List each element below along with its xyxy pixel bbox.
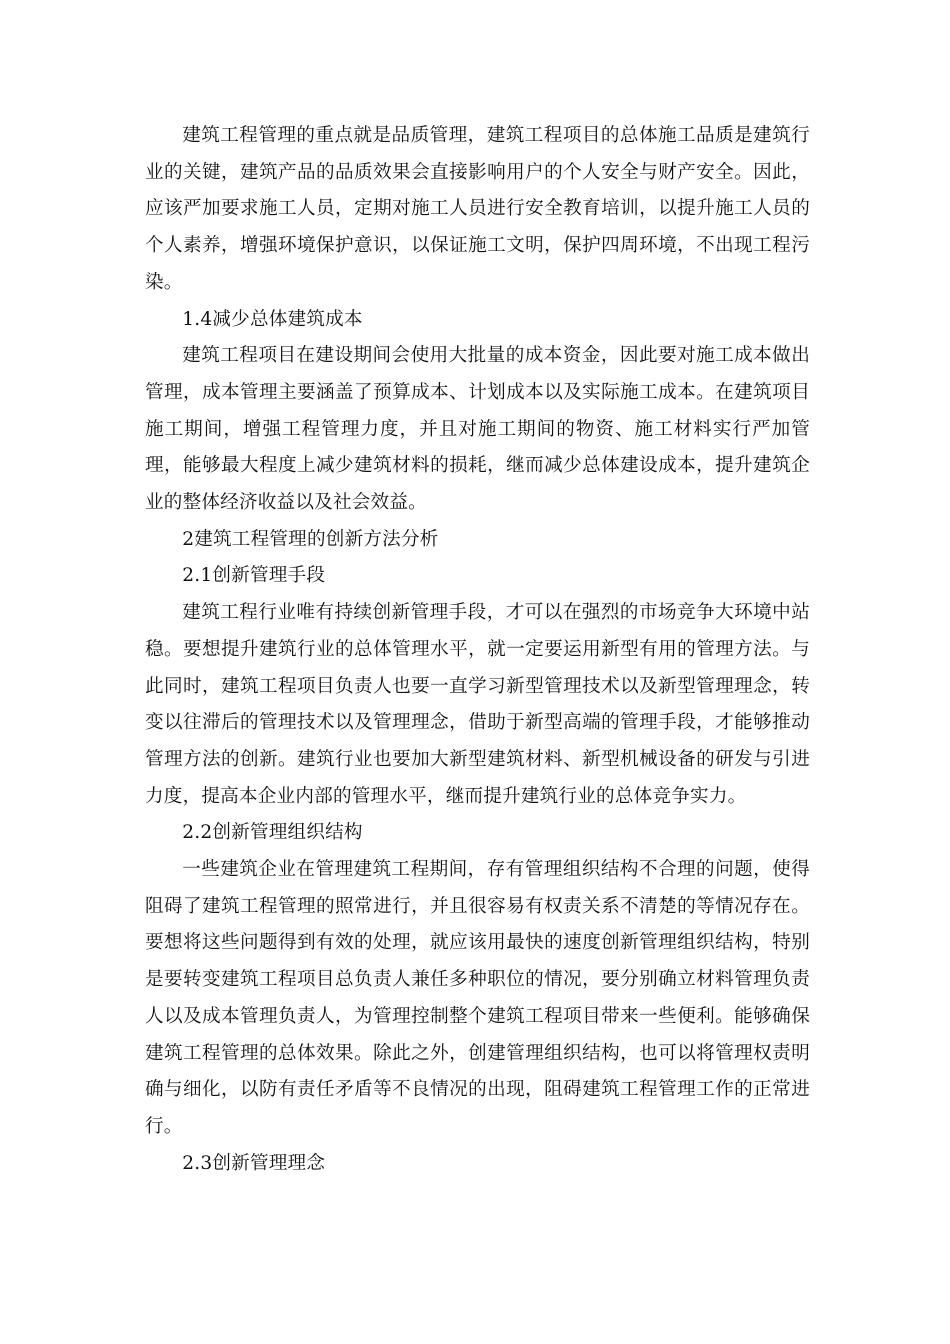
section-heading-2: 2建筑工程管理的创新方法分析 <box>182 528 439 550</box>
paragraph-innovate-structure: 一些建筑企业在管理建筑工程期间，存有管理组织结构不合理的问题，使得阻碍了建筑工程管理的照常进行，并且很容易有权责关系不清楚的等情况存在。要想将这些问题得到有效的处理，就应该用最快的速度创新管理组织结构，特别是要转变建筑工程项目总负责人兼任多种职位的情况，要分别确立材料管理负责人以及成本管理负责人，为管理控制整个建筑工程项目带来一些便利。能够确保建筑工程管理的总体效果。除此之外，创建管理组织结构，也可以将管理权责明确与细化，以防有责任矛盾等不良情况的出现，阻碍建筑工程管理工作的正常进行。 <box>145 859 810 1137</box>
section-heading-2-3: 2.3创新管理理念 <box>182 1152 326 1174</box>
section-heading-1-4: 1.4减少总体建筑成本 <box>182 308 363 330</box>
section-heading-2-2: 2.2创新管理组织结构 <box>182 822 363 844</box>
paragraph-innovate-methods: 建筑工程行业唯有持续创新管理手段，才可以在强烈的市场竞争大环境中站稳。要想提升建筑行业的总体管理水平，就一定要运用新型有用的管理方法。与此同时，建筑工程项目负责人也要一直学习新型管理技术以及新型管理理念，转变以往滞后的管理技术以及管理理念，借助于新型高端的管理手段，才能够推动管理方法的创新。建筑行业也要加大新型建筑材料、新型机械设备的研发与引进力度，提高本企业内部的管理水平，继而提升建筑行业的总体竞争实力。 <box>145 602 810 807</box>
paragraph-cost-reduction: 建筑工程项目在建设期间会使用大批量的成本资金，因此要对施工成本做出管理，成本管理主要涵盖了预算成本、计划成本以及实际施工成本。在建筑项目施工期间，增强工程管理力度，并且对施工期间的物资、施工材料实行严加管理，能够最大程度上减少建筑材料的损耗，继而减少总体建设成本，提升建筑企业的整体经济收益以及社会效益。 <box>145 345 810 514</box>
document-body <box>145 118 810 1182</box>
paragraph-quality-management: 建筑工程管理的重点就是品质管理，建筑工程项目的总体施工品质是建筑行业的关键，建筑产品的品质效果会直接影响用户的个人安全与财产安全。因此，应该严加要求施工人员，定期对施工人员进行安全教育培训，以提升施工人员的个人素养，增强环境保护意识，以保证施工文明，保护四周环境，不出现工程污染。 <box>145 125 810 293</box>
section-heading-2-1: 2.1创新管理手段 <box>182 565 326 587</box>
